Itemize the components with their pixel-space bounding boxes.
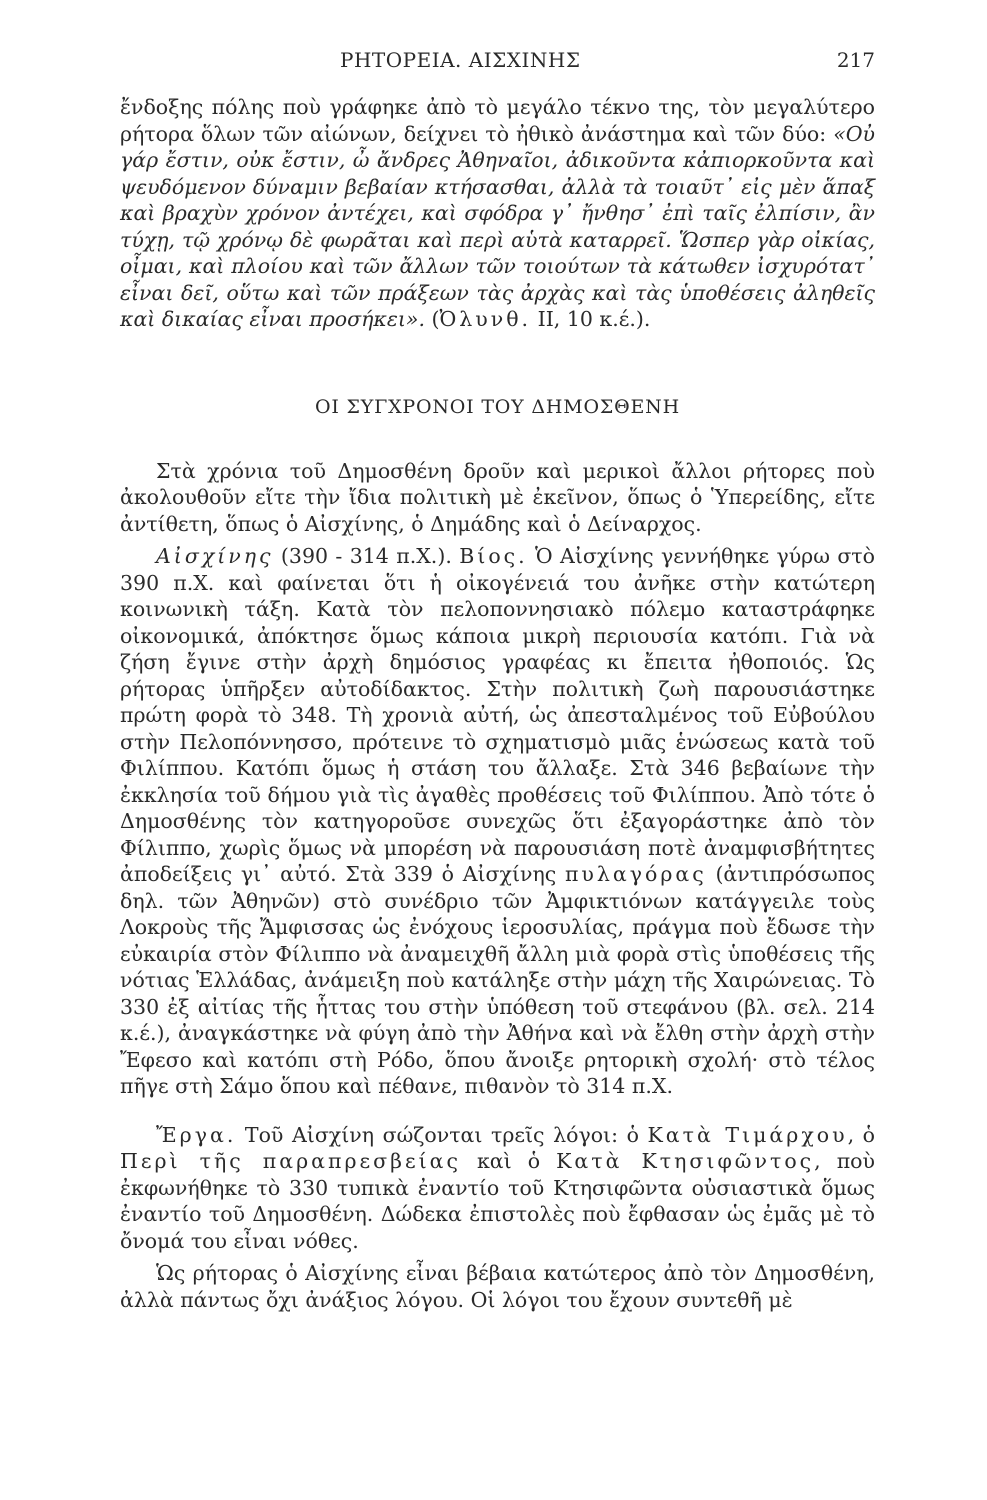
source-open: (: [424, 307, 440, 331]
biography-text-1: Ὁ Αἰσχίνης γεννήθηκε γύρω στὸ 390 π.Χ. καὶ φαίνεται ὅτι ἡ οἰκογένειά του ἀνῆκε στὴν κατώτερη κοινωνικὴ τάξη. Κατὰ τὸν πελοποννησιακὸ πόλεμο καταστράφηκε οἰκονομικά, ἀπόκτησε ὅμως κάποια μικρὴ περιουσία κατόπι. Γιὰ νὰ ζήση ἔγινε στὴν ἀρχὴ δημόσιος γραφέας κι ἔπειτα ἠθοποιός. Ὡς ρήτορας ὑπῆρξεν αὐτοδίδακτος. Στὴν πολιτικὴ ζωὴ παρουσιάστηκε πρώτη φορὰ τὸ 348. Τὴ χρονιὰ αὐτή, ὡς ἀπεσταλμένος τοῦ Εὐβούλου στὴν Πελοπόννησσο, πρότεινε τὸ σχηματισμὸ μιᾶς ἑνώσεως κατὰ τοῦ Φιλίππου. Κατόπι ὅμως ἡ στάση του ἄλλαξε. Στὰ 346 βεβαίωνε τὴν ἐκκλησία τοῦ δήμου γιὰ τὶς ἀγαθὲς προθέσεις τοῦ Φιλίππου. Ἀπὸ τότε ὁ Δημοσθένης τὸν κατηγοροῦσε συνεχῶς ὅτι ἐξαγοράστηκε ἀπὸ τὸν Φίλιππο, χωρὶς ὅμως νὰ μπορέση νὰ παρουσιάση ποτὲ ἀναμφισβήτητες ἀποδείξεις γι᾿ αὐτό. Στὰ 339 ὁ Αἰσχίνης: [120, 544, 875, 886]
source-rest: ΙΙ, 10 κ.έ.).: [531, 307, 651, 331]
works-text-1: Τοῦ Αἰσχίνη σώζονται τρεῖς λόγοι: ὁ: [236, 1122, 648, 1147]
works-text-2: , ὁ: [847, 1122, 875, 1147]
biography-paragraph: [120, 543, 875, 1100]
aeschines-dates: (390 - 314 π.Χ.).: [273, 544, 460, 568]
works-label: Ἔργα.: [156, 1122, 237, 1147]
section-heading: ΟΙ ΣΥΓΧΡΟΝΟΙ ΤΟΥ ΔΗΜΟΣΘΕΝΗ: [315, 395, 680, 418]
page-body: [120, 94, 875, 1313]
works-text-3: καὶ ὁ: [460, 1149, 557, 1173]
biography-text-2: (ἀντιπρόσωπος δηλ. τῶν Ἀθηνῶν) στὸ συνέδριο τῶν Ἀμφικτιόνων κατάγγειλε τοὺς Λοκροὺς τῆς Ἄμφισσας ὡς ἐνόχους ἱεροσυλίας, πράγμα ποὺ ἔδωσε τὴν εὐκαιρία στὸν Φίλιππο νὰ ἀναμειχθῆ ἄλλη μιὰ φορὰ στὶς ὑποθέσεις τῆς νότιας Ἑλλάδας, ἀνάμειξη ποὺ κατάληξε στὴν μάχη τῆς Χαιρώνειας. Τὸ 330 ἐξ αἰτίας τῆς ἧττας του στὴν ὑπόθεση τοῦ στεφάνου (βλ. σελ. 214 κ.έ.), ἀναγκάστηκε νὰ φύγη ἀπὸ τὴν Ἀθήνα καὶ νὰ ἔλθη στὴν ἀρχὴ στὴν Ἔφεσο καὶ κατόπι στὴ Ρόδο, ὅπου ἄνοιξε ρητορικὴ σχολή· στὸ τέλος πῆγε στὴ Σάμο ὅπου καὶ πέθανε, πιθανὸν τὸ 314 π.Χ.: [120, 862, 875, 1098]
bios-label: Βίος.: [459, 544, 528, 568]
running-title: ΡΗΤΟΡΕΙΑ. ΑΙΣΧΙΝΗΣ: [340, 48, 581, 72]
works-paragraph: [120, 1122, 875, 1255]
work-kata-ktesiphontos: Κατὰ Κτησιφῶντος: [556, 1149, 815, 1173]
demosthenes-quotation: «Οὐ γάρ ἔστιν, οὐκ ἔστιν, ὦ ἄνδρες Ἀθηναῖοι, ἀδικοῦντα κἀπιορκοῦντα καὶ ψευδόμενον δύναμιν βεβαίαν κτήσασθαι, ἀλλὰ τὰ τοιαῦτ᾿ εἰς μὲν ἅπαξ καὶ βραχὺν χρόνον ἀντέχει, καὶ σφόδρα γ᾿ ἤνθησ᾿ ἐπὶ ταῖς ἐλπίσιν, ἂν τύχῃ, τῷ χρόνῳ δὲ φωρᾶται καὶ περὶ αὑτὰ καταρρεῖ. Ὥσπερ γὰρ οἰκίας, οἶμαι, καὶ πλοίου καὶ τῶν ἄλλων τῶν τοιούτων τὰ κάτωθεν ἰσχυρότατ᾿ εἶναι δεῖ, οὕτω καὶ τῶν πράξεων τὰς ἀρχὰς καὶ τὰς ὑποθέσεις ἀληθεῖς καὶ δικαίας εἶναι προσήκει».: [120, 121, 875, 331]
page-header: [120, 48, 875, 78]
page-number: 217: [836, 48, 875, 72]
intro-paragraph: Στὰ χρόνια τοῦ Δημοσθένη δροῦν καὶ μερικοὶ ἄλλοι ρήτορες ποὺ ἀκολουθοῦν εἴτε τὴν ἴδια πολιτικὴ μὲ ἐκεῖνον, ὅπως ὁ Ὑπερείδης, εἴτε ἀντίθετη, ὅπως ὁ Αἰσχίνης, ὁ Δημάδης καὶ ὁ Δείναρχος.: [120, 458, 875, 536]
quotation-paragraph: [120, 94, 875, 333]
work-kata-timarchou: Κατὰ Τιμάρχου: [647, 1122, 848, 1147]
pylagoras-term: πυλαγόρας: [564, 862, 707, 886]
works-text-4: , ποὺ ἐκφωνήθηκε τὸ 330 τυπικὰ ἐναντίο τοῦ Κτησιφῶντα οὐσιαστικὰ ὅμως ἐναντίο τοῦ Δημοσθένη. Δώδεκα ἐπιστολὲς ποὺ ἔφθασαν ὡς ἐμᾶς μὲ τὸ ὄνομά του εἶναι νόθες.: [120, 1149, 875, 1253]
source-work: Ὀλυνθ.: [439, 307, 532, 331]
assessment-paragraph: Ὡς ρήτορας ὁ Αἰσχίνης εἶναι βέβαια κατώτερος ἀπὸ τὸν Δημοσθένη, ἀλλὰ πάντως ὄχι ἀνάξιος λόγου. Οἱ λόγοι του ἔχουν συντεθῆ μὲ: [120, 1261, 875, 1312]
intro-text: ἔνδοξης πόλης ποὺ γράφηκε ἀπὸ τὸ μεγάλο τέκνο της, τὸν μεγαλύτερο ρήτορα ὅλων τῶν αἰώνων, δείχνει τὸ ἠθικὸ ἀνάστημα καὶ τῶν δύο:: [120, 95, 875, 146]
aeschines-name: Αἰσχίνης: [156, 544, 274, 568]
work-peri-parapresbeias: Περὶ τῆς παραπρεσβείας: [120, 1149, 461, 1173]
